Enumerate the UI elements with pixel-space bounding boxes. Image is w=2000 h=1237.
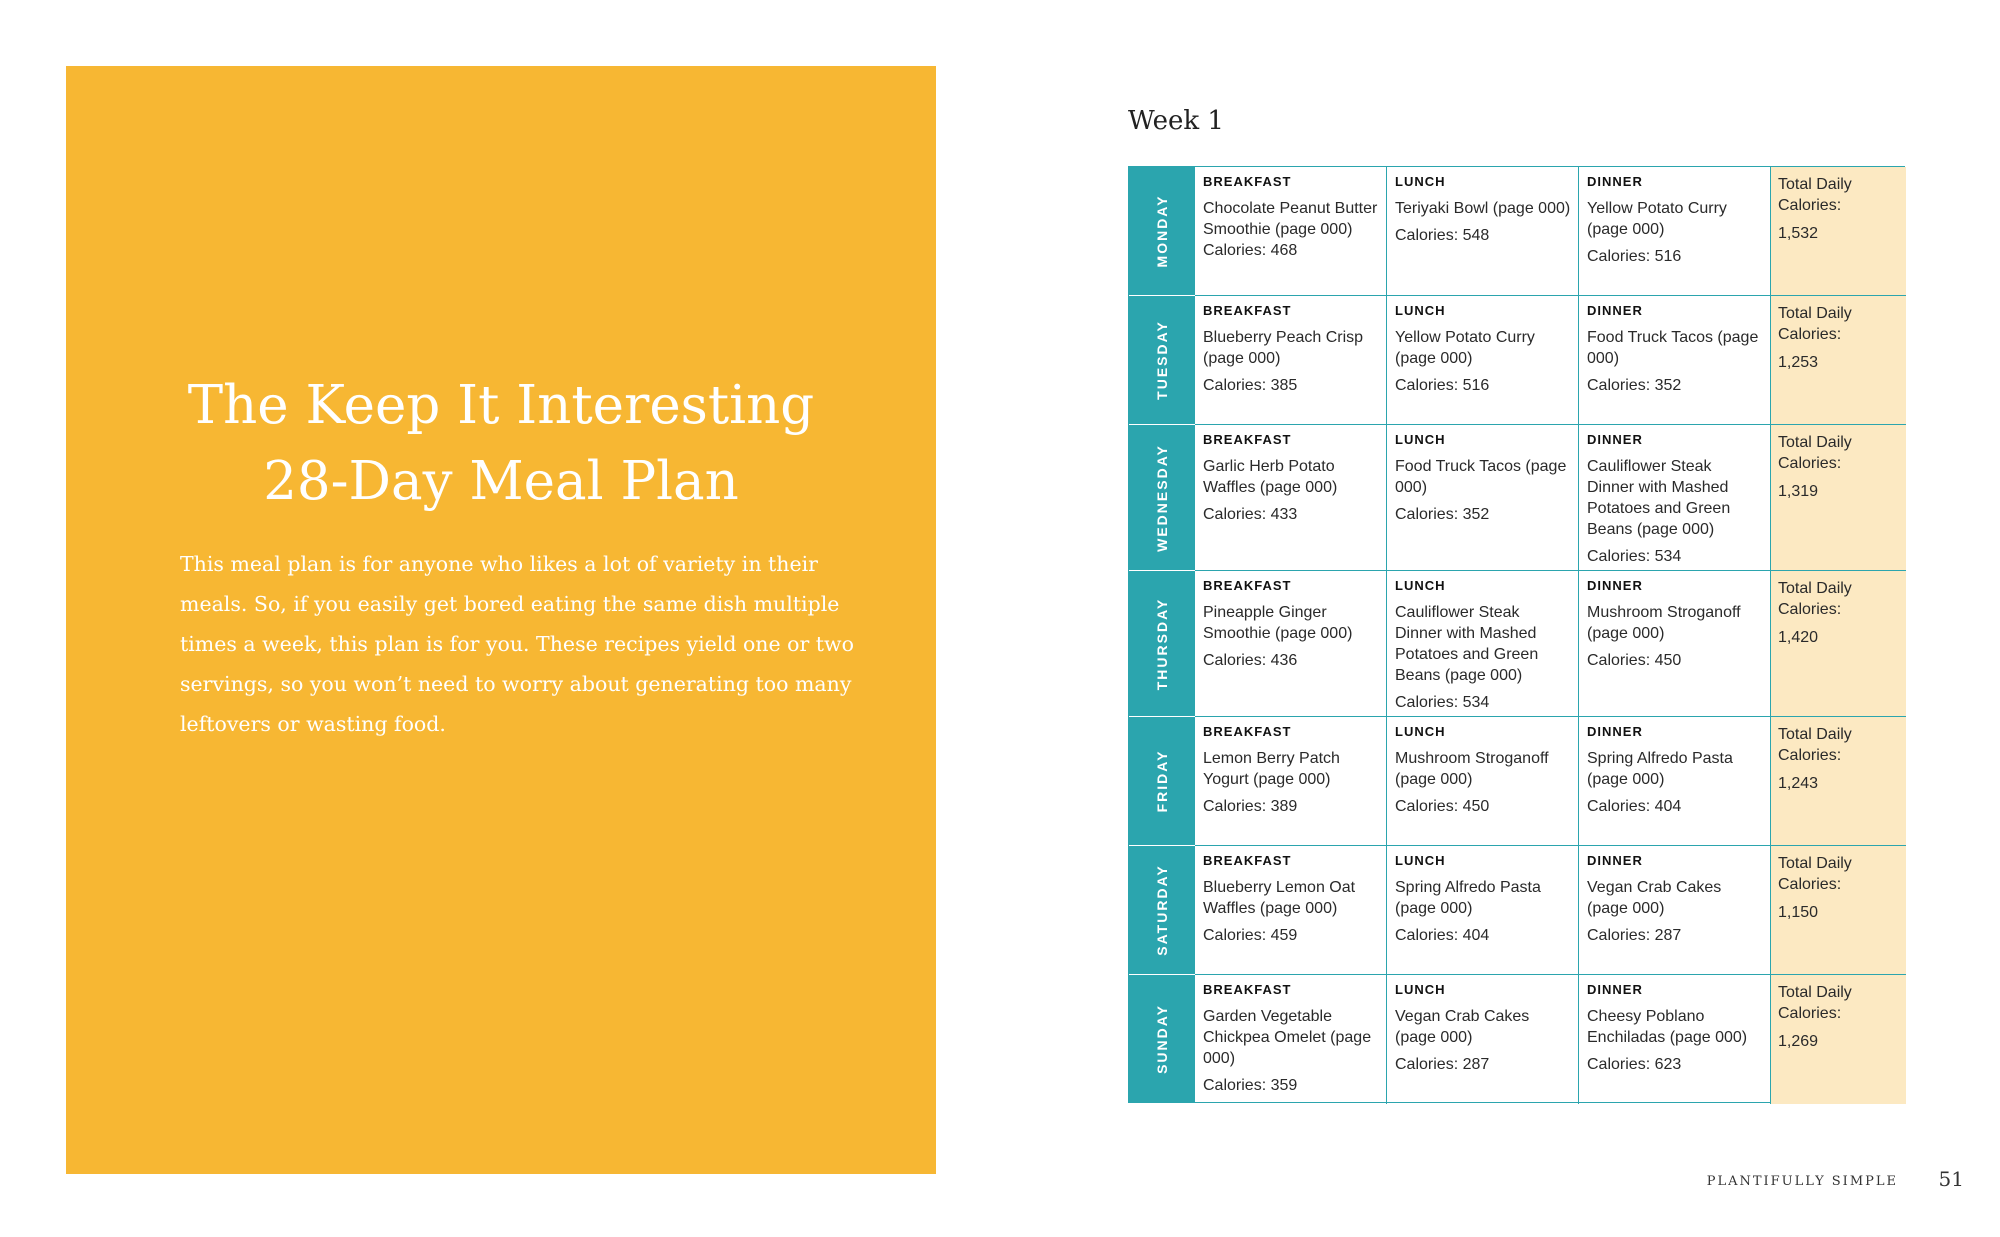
total-daily-calories-value: 1,319 — [1778, 483, 1819, 500]
total-daily-calories-label: Total Daily Calories: — [1778, 176, 1852, 214]
meal-type-label: LUNCH — [1395, 982, 1446, 997]
meal-calories: Calories: 534 — [1587, 548, 1682, 565]
day-label: SUNDAY — [1154, 1004, 1170, 1074]
total-daily-calories-value: 1,253 — [1778, 354, 1819, 371]
meal-name: Garlic Herb Potato Waffles (page 000) — [1203, 458, 1338, 496]
total-daily-calories-label: Total Daily Calories: — [1778, 855, 1852, 893]
total-daily-calories-value: 1,420 — [1778, 629, 1819, 646]
total-daily-calories-label: Total Daily Calories: — [1778, 726, 1852, 764]
title-line-2: 28-Day Meal Plan — [263, 451, 739, 512]
meal-calories: Calories: 352 — [1587, 377, 1682, 394]
meal-name: Spring Alfredo Pasta (page 000) — [1395, 879, 1541, 917]
meal-cell-breakfast — [1195, 167, 1387, 296]
meal-type-label: LUNCH — [1395, 174, 1446, 189]
day-label: FRIDAY — [1154, 749, 1170, 813]
total-daily-calories-label: Total Daily Calories: — [1778, 580, 1852, 618]
title-panel — [66, 66, 936, 1174]
day-header — [1129, 846, 1195, 975]
meal-type-label: LUNCH — [1395, 853, 1446, 868]
total-daily-calories-cell — [1771, 425, 1906, 571]
meal-cell-lunch — [1387, 846, 1579, 975]
day-label: SATURDAY — [1154, 864, 1170, 956]
title-line-1: The Keep It Interesting — [187, 375, 815, 436]
total-daily-calories-cell — [1771, 975, 1906, 1104]
meal-name: Yellow Potato Curry (page 000) — [1587, 200, 1727, 238]
meal-cell-dinner — [1579, 717, 1771, 846]
total-daily-calories-label: Total Daily Calories: — [1778, 984, 1852, 1022]
meal-cell-breakfast — [1195, 717, 1387, 846]
meal-name: Pineapple Ginger Smoothie (page 000) — [1203, 604, 1353, 642]
meal-cell-dinner — [1579, 846, 1771, 975]
meal-type-label: DINNER — [1587, 982, 1643, 997]
meal-calories: Calories: 385 — [1203, 377, 1298, 394]
meal-cell-dinner — [1579, 975, 1771, 1104]
meal-cell-breakfast — [1195, 846, 1387, 975]
meal-calories: Calories: 436 — [1203, 652, 1298, 669]
meal-cell-breakfast — [1195, 425, 1387, 571]
meal-cell-lunch — [1387, 296, 1579, 425]
meal-name: Cauliflower Steak Dinner with Mashed Potatoes and Green Beans (page 000) — [1587, 458, 1731, 538]
meal-type-label: DINNER — [1587, 432, 1643, 447]
meal-plan-table — [1128, 166, 1905, 1103]
meal-cell-lunch — [1387, 717, 1579, 846]
meal-name: Yellow Potato Curry (page 000) — [1395, 329, 1535, 367]
meal-name: Lemon Berry Patch Yogurt (page 000) — [1203, 750, 1340, 788]
meal-calories: Calories: 516 — [1395, 377, 1490, 394]
meal-type-label: DINNER — [1587, 174, 1643, 189]
meal-type-label: DINNER — [1587, 853, 1643, 868]
day-label: WEDNESDAY — [1154, 443, 1170, 552]
meal-name: Food Truck Tacos (page 000) — [1395, 458, 1567, 496]
meal-name: Teriyaki Bowl (page 000) — [1395, 200, 1571, 217]
meal-type-label: LUNCH — [1395, 303, 1446, 318]
total-daily-calories-cell — [1771, 571, 1906, 717]
meal-calories: Calories: 352 — [1395, 506, 1490, 523]
meal-name: Vegan Crab Cakes (page 000) — [1395, 1008, 1530, 1046]
day-header — [1129, 425, 1195, 571]
meal-cell-lunch — [1387, 571, 1579, 717]
total-daily-calories-value: 1,532 — [1778, 225, 1819, 242]
day-header — [1129, 717, 1195, 846]
meal-type-label: BREAKFAST — [1203, 432, 1292, 447]
meal-name: Garden Vegetable Chickpea Omelet (page 000) — [1203, 1008, 1372, 1067]
total-daily-calories-cell — [1771, 296, 1906, 425]
meal-name: Chocolate Peanut Butter Smoothie (page 000) Calories: 468 — [1203, 200, 1378, 259]
meal-calories: Calories: 287 — [1395, 1056, 1490, 1073]
meal-type-label: DINNER — [1587, 724, 1643, 739]
meal-calories: Calories: 548 — [1395, 227, 1490, 244]
meal-calories: Calories: 287 — [1587, 927, 1682, 944]
meal-name: Mushroom Stroganoff (page 000) — [1587, 604, 1741, 642]
meal-cell-lunch — [1387, 425, 1579, 571]
footer-brand: PLANTIFULLY SIMPLE — [1706, 1174, 1898, 1189]
meal-calories: Calories: 516 — [1587, 248, 1682, 265]
meal-name: Cheesy Poblano Enchiladas (page 000) — [1587, 1008, 1748, 1046]
day-header — [1129, 296, 1195, 425]
meal-name: Mushroom Stroganoff (page 000) — [1395, 750, 1549, 788]
meal-cell-dinner — [1579, 425, 1771, 571]
meal-type-label: BREAKFAST — [1203, 853, 1292, 868]
meal-type-label: LUNCH — [1395, 578, 1446, 593]
total-daily-calories-cell — [1771, 167, 1906, 296]
meal-type-label: DINNER — [1587, 303, 1643, 318]
meal-cell-breakfast — [1195, 296, 1387, 425]
meal-cell-lunch — [1387, 975, 1579, 1104]
meal-calories: Calories: 459 — [1203, 927, 1298, 944]
intro-paragraph: This meal plan is for anyone who likes a lot of variety in their meals. So, if you easily get bored eating the same dish multiple times a week, this plan is for you. These recipes yield one or two servings, so you won’t need to worry about generating too many leftovers or wasting food. — [180, 552, 854, 736]
day-label: TUESDAY — [1154, 320, 1170, 400]
meal-cell-breakfast — [1195, 571, 1387, 717]
meal-cell-dinner — [1579, 571, 1771, 717]
meal-name: Blueberry Lemon Oat Waffles (page 000) — [1203, 879, 1356, 917]
total-daily-calories-value: 1,269 — [1778, 1033, 1819, 1050]
total-daily-calories-cell — [1771, 846, 1906, 975]
meal-cell-dinner — [1579, 167, 1771, 296]
day-label: MONDAY — [1154, 194, 1170, 268]
meal-type-label: BREAKFAST — [1203, 303, 1292, 318]
meal-name: Vegan Crab Cakes (page 000) — [1587, 879, 1722, 917]
meal-name: Spring Alfredo Pasta (page 000) — [1587, 750, 1733, 788]
day-header — [1129, 571, 1195, 717]
meal-cell-dinner — [1579, 296, 1771, 425]
meal-type-label: BREAKFAST — [1203, 982, 1292, 997]
meal-calories: Calories: 359 — [1203, 1077, 1298, 1094]
meal-cell-breakfast — [1195, 975, 1387, 1104]
meal-type-label: BREAKFAST — [1203, 174, 1292, 189]
meal-name: Blueberry Peach Crisp (page 000) — [1203, 329, 1364, 367]
total-daily-calories-value: 1,243 — [1778, 775, 1819, 792]
page-title — [180, 368, 822, 520]
meal-type-label: LUNCH — [1395, 432, 1446, 447]
meal-type-label: DINNER — [1587, 578, 1643, 593]
week-title: Week 1 — [1128, 106, 1224, 136]
meal-calories: Calories: 450 — [1587, 652, 1682, 669]
meal-calories: Calories: 404 — [1395, 927, 1490, 944]
meal-calories: Calories: 623 — [1587, 1056, 1682, 1073]
meal-calories: Calories: 404 — [1587, 798, 1682, 815]
meal-calories: Calories: 534 — [1395, 694, 1490, 711]
day-header — [1129, 167, 1195, 296]
meal-type-label: BREAKFAST — [1203, 578, 1292, 593]
total-daily-calories-label: Total Daily Calories: — [1778, 434, 1852, 472]
meal-calories: Calories: 433 — [1203, 506, 1298, 523]
meal-type-label: BREAKFAST — [1203, 724, 1292, 739]
meal-name: Food Truck Tacos (page 000) — [1587, 329, 1759, 367]
meal-cell-lunch — [1387, 167, 1579, 296]
meal-calories: Calories: 450 — [1395, 798, 1490, 815]
page-number: 51 — [1938, 1167, 1964, 1191]
day-header — [1129, 975, 1195, 1104]
meal-calories: Calories: 389 — [1203, 798, 1298, 815]
meal-type-label: LUNCH — [1395, 724, 1446, 739]
meal-name: Cauliflower Steak Dinner with Mashed Potatoes and Green Beans (page 000) — [1395, 604, 1539, 684]
total-daily-calories-label: Total Daily Calories: — [1778, 305, 1852, 343]
day-label: THURSDAY — [1154, 597, 1170, 690]
total-daily-calories-cell — [1771, 717, 1906, 846]
total-daily-calories-value: 1,150 — [1778, 904, 1819, 921]
